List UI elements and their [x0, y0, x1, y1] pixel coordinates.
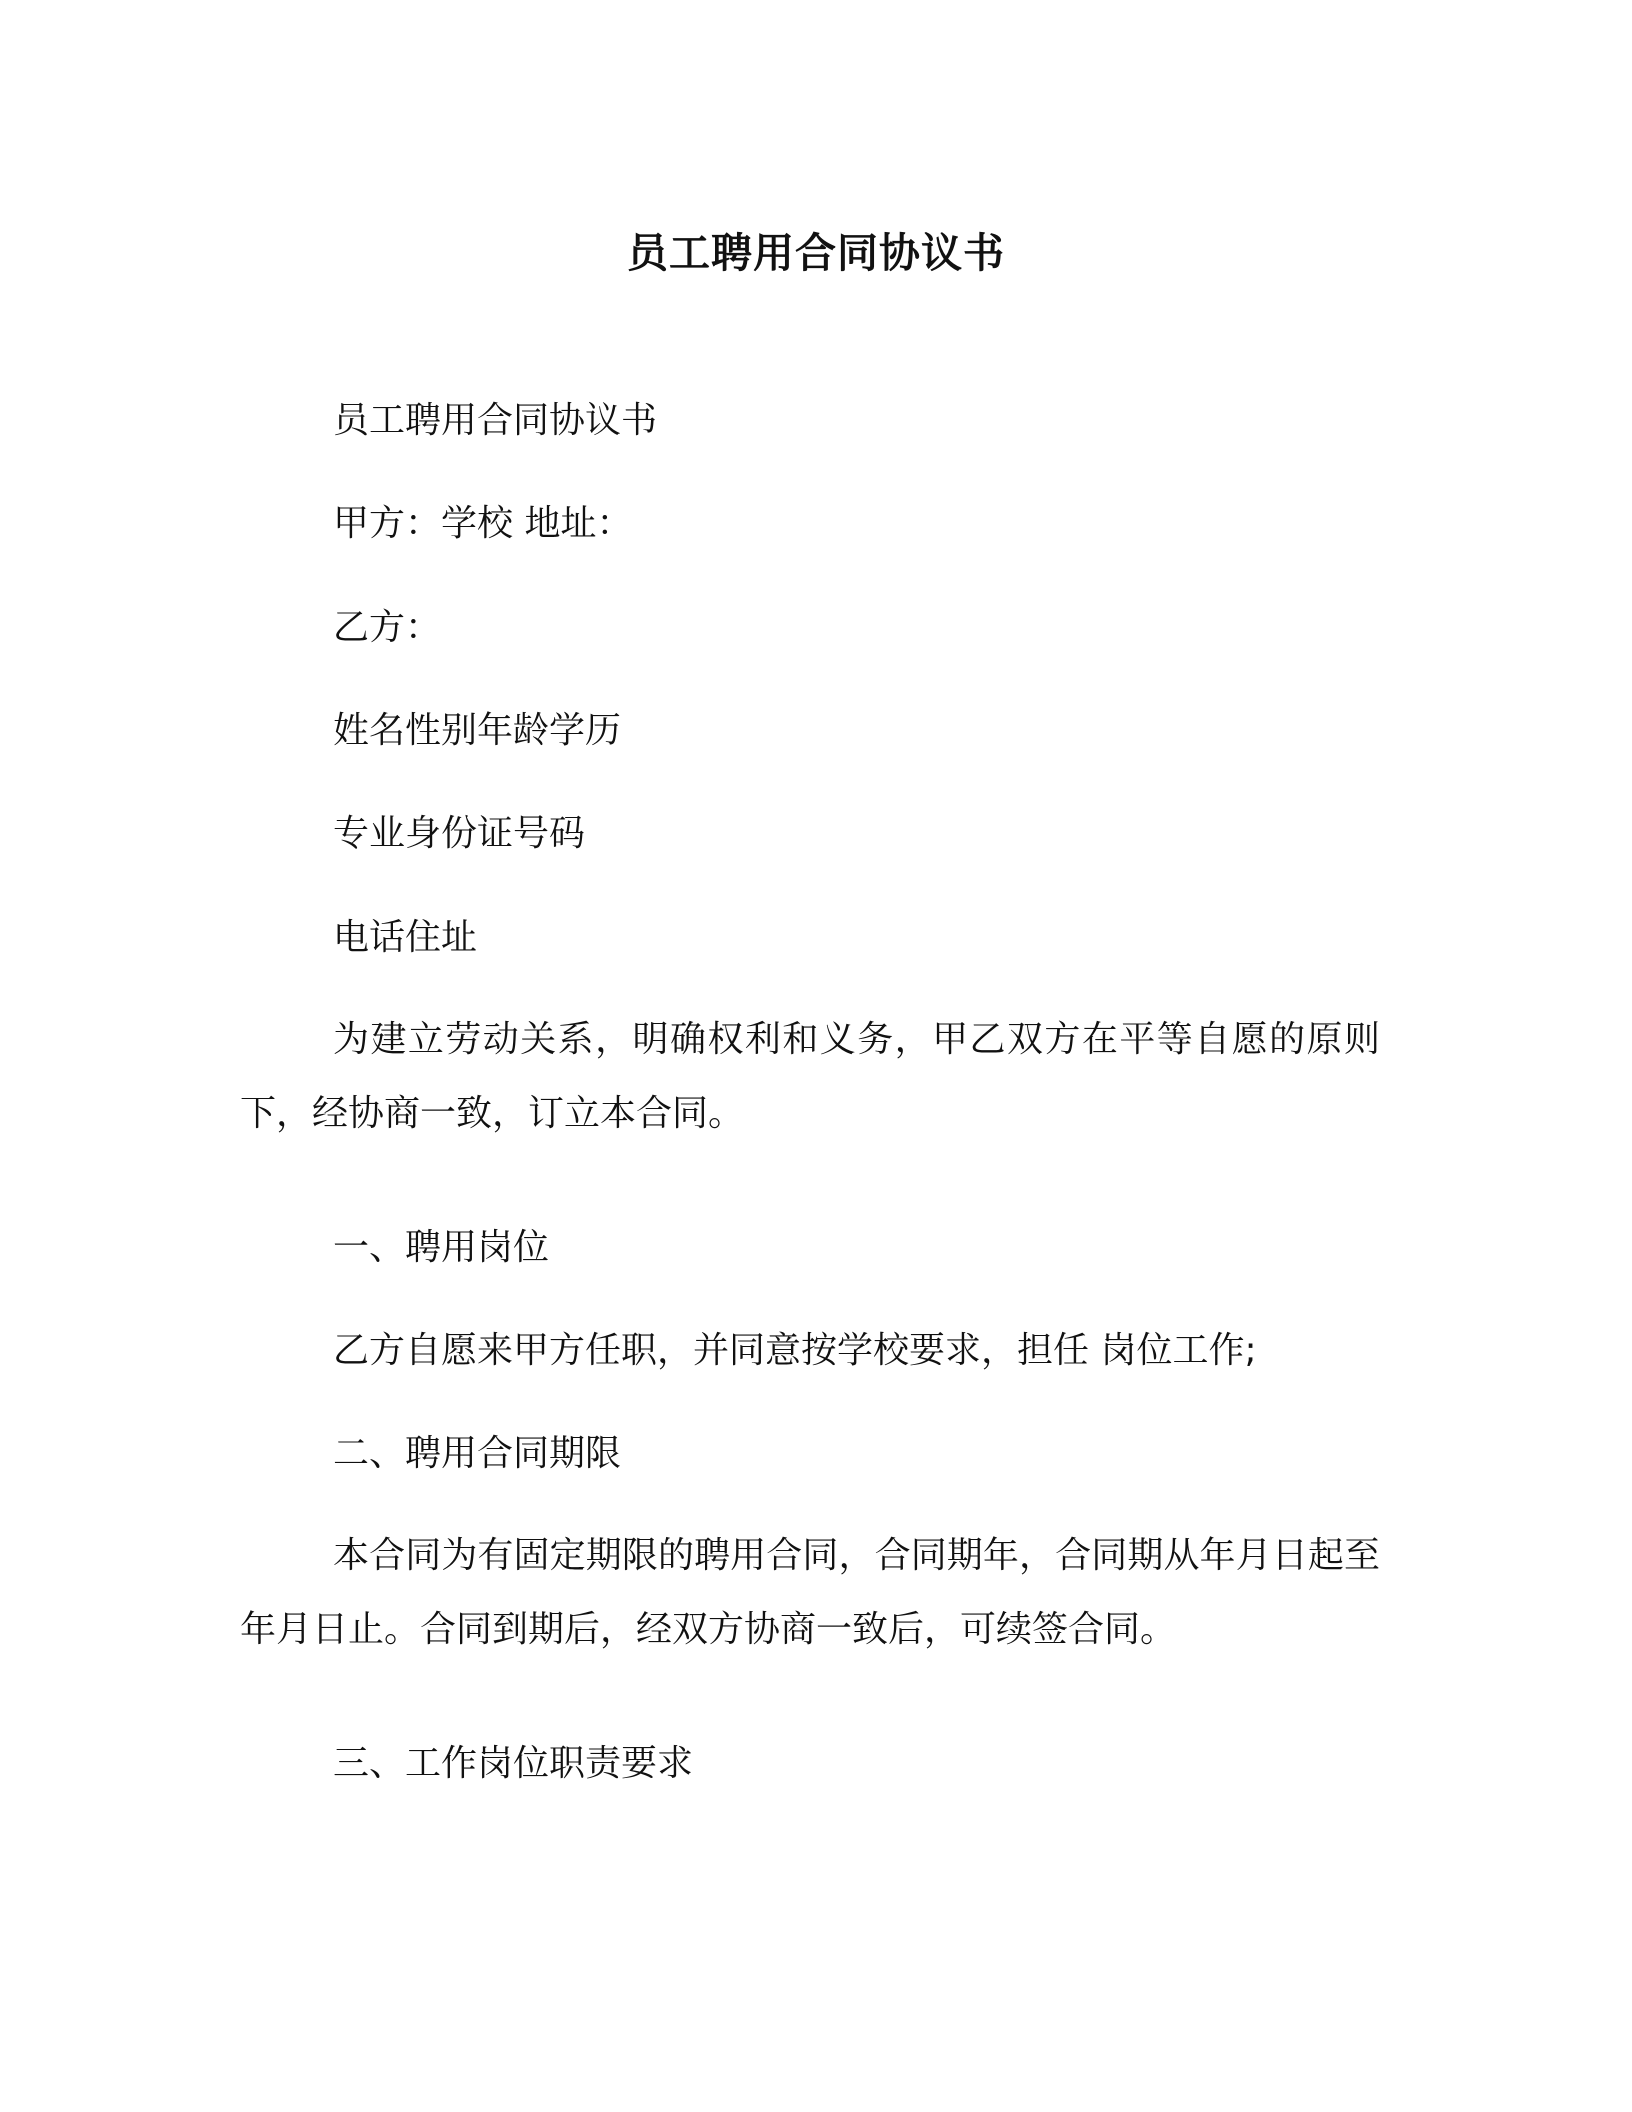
document-title: 员工聘用合同协议书 [627, 229, 1005, 277]
section-body: 本合同为有固定期限的聘用合同，合同期年，合同期从年月日起至年月日止。合同到期后，经双方协商一致后，可续签合同。 [240, 1535, 1380, 1650]
party-b-line: 乙方： [333, 607, 442, 648]
document-subtitle: 员工聘用合同协议书 [333, 400, 658, 441]
info-line-contact: 电话住址 [333, 917, 478, 958]
section-heading: 一、聘用岗位 [333, 1227, 550, 1268]
party-a-line: 甲方：学校 地址： [333, 503, 633, 544]
section-heading: 二、聘用合同期限 [333, 1433, 622, 1474]
section-body: 乙方自愿来甲方任职，并同意按学校要求，担任 岗位工作; [333, 1330, 1257, 1371]
intro-paragraph: 为建立劳动关系，明确权利和义务，甲乙双方在平等自愿的原则下，经协商一致，订立本合同。 [240, 1019, 1380, 1134]
info-line-id: 专业身份证号码 [333, 813, 586, 854]
info-line-name: 姓名性别年龄学历 [333, 710, 622, 751]
section-heading: 三、工作岗位职责要求 [333, 1743, 694, 1784]
